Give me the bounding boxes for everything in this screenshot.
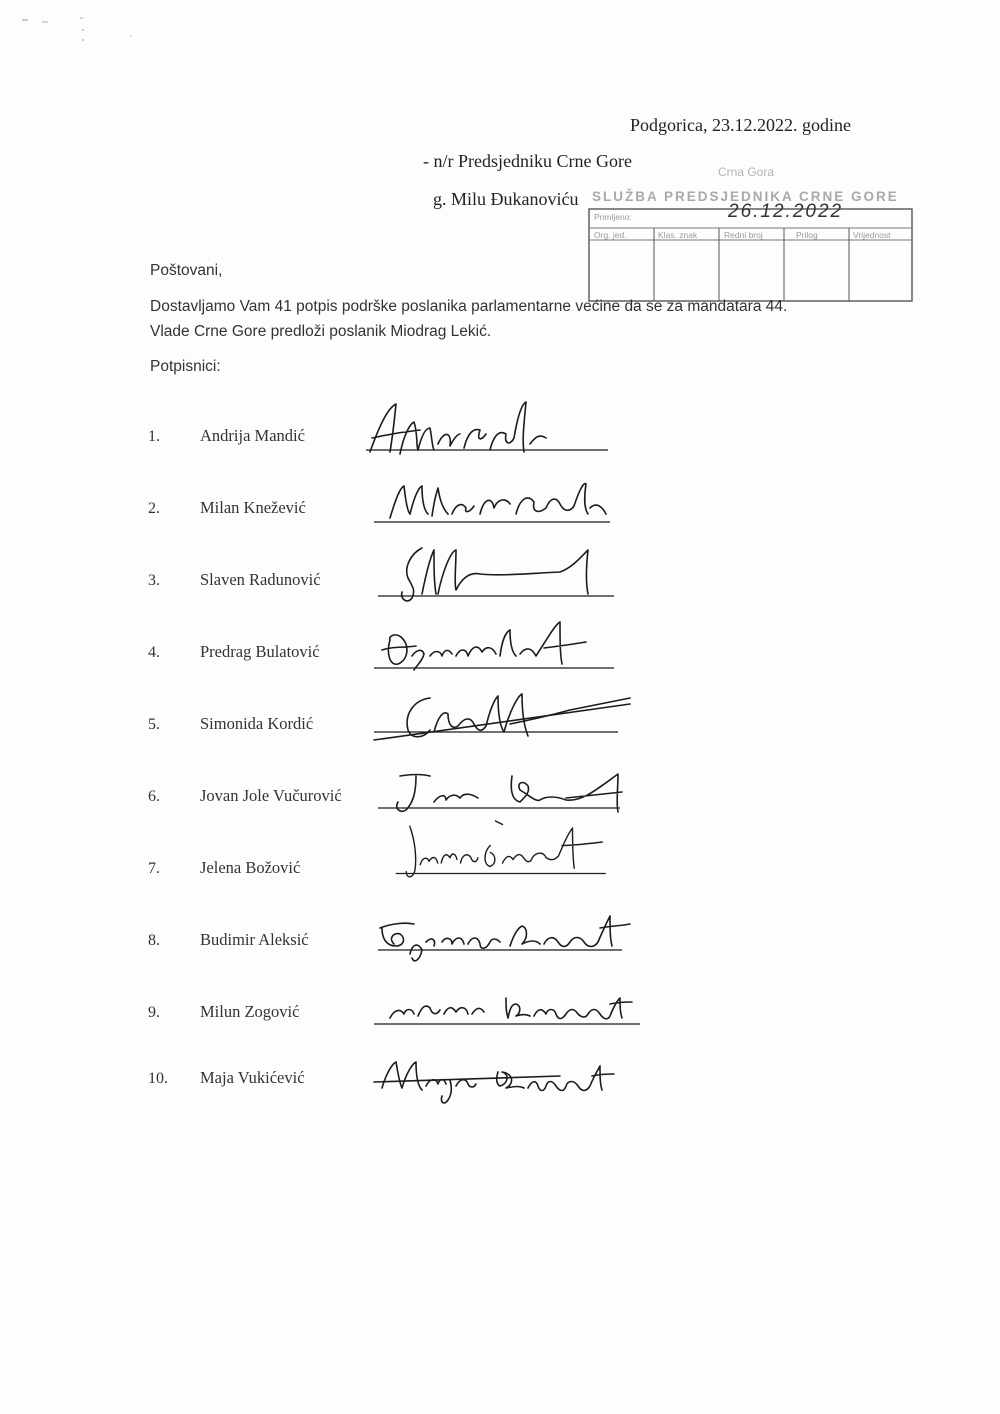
stamp-col-3: Redni broj xyxy=(724,230,763,240)
stamp-col-5: Vrijednost xyxy=(853,230,891,240)
receipt-stamp xyxy=(588,165,916,305)
signatory-number: 9. xyxy=(148,1004,160,1021)
handwritten-signature xyxy=(360,898,680,968)
signatory-name: Andrija Mandić xyxy=(200,426,305,445)
signatory-number: 6. xyxy=(148,788,160,805)
signatory-row xyxy=(0,1058,1000,1118)
signatory-row xyxy=(0,482,1000,542)
signatory-number: 10. xyxy=(148,1070,168,1087)
handwritten-signature xyxy=(360,394,680,464)
signatory-name: Maja Vukićević xyxy=(200,1068,305,1087)
signatory-name: Milan Knežević xyxy=(200,498,306,517)
handwritten-signature xyxy=(360,1044,680,1114)
signatory-number: 7. xyxy=(148,860,160,877)
signatory-row xyxy=(0,986,1000,1046)
signatory-row xyxy=(0,842,1000,902)
signatory-number: 8. xyxy=(148,932,160,949)
signatory-number: 2. xyxy=(148,500,160,517)
signatory-number: 1. xyxy=(148,428,160,445)
stamp-received-date: 26.12.2022 xyxy=(728,201,844,222)
signatory-name: Jelena Božović xyxy=(200,858,301,877)
body-paragraph-line-1: Dostavljamo Vam 41 potpis podrške poslanika parlamentarne većine da se za mandatara 44. xyxy=(150,298,788,315)
signatory-number: 4. xyxy=(148,644,160,661)
body-paragraph-line-2: Vlade Crne Gore predloži poslanik Miodrag Lekić. xyxy=(150,323,492,340)
signatory-name: Simonida Kordić xyxy=(200,714,314,733)
signatory-row xyxy=(0,626,1000,686)
stamp-col-1: Org. jed. xyxy=(594,230,627,240)
signatory-number: 3. xyxy=(148,572,160,589)
handwritten-signature xyxy=(360,814,680,884)
signatory-row xyxy=(0,698,1000,758)
handwritten-signature xyxy=(360,538,680,608)
recipient-line: - n/r Predsjedniku Crne Gore xyxy=(423,151,632,171)
handwritten-signature xyxy=(360,680,680,750)
signatory-name: Budimir Aleksić xyxy=(200,930,309,949)
stamp-col-4: Prilog xyxy=(796,230,818,240)
stamp-title: SLUŽBA PREDSJEDNIKA CRNE GORE xyxy=(592,189,899,204)
handwritten-signature xyxy=(360,468,680,538)
signatory-row xyxy=(0,410,1000,470)
handwritten-signature xyxy=(360,610,680,680)
scan-specks xyxy=(20,14,150,54)
stamp-country: Crna Gora xyxy=(718,165,775,179)
handwritten-signature xyxy=(360,970,680,1040)
signatory-row xyxy=(0,554,1000,614)
greeting: Poštovani, xyxy=(150,262,223,279)
signatory-name: Jovan Jole Vučurović xyxy=(200,786,342,805)
signatory-number: 5. xyxy=(148,716,160,733)
signatory-name: Milun Zogović xyxy=(200,1002,300,1021)
document-date: Podgorica, 23.12.2022. godine xyxy=(630,115,851,135)
signatories-label: Potpisnici: xyxy=(150,358,221,375)
signatory-name: Slaven Radunović xyxy=(200,570,321,589)
addressee-line: g. Milu Đukanoviću xyxy=(433,189,579,209)
stamp-received-label: Primljeno: xyxy=(594,212,632,222)
signatory-name: Predrag Bulatović xyxy=(200,642,320,661)
stamp-col-2: Klas. znak xyxy=(658,230,698,240)
signatory-row xyxy=(0,914,1000,974)
